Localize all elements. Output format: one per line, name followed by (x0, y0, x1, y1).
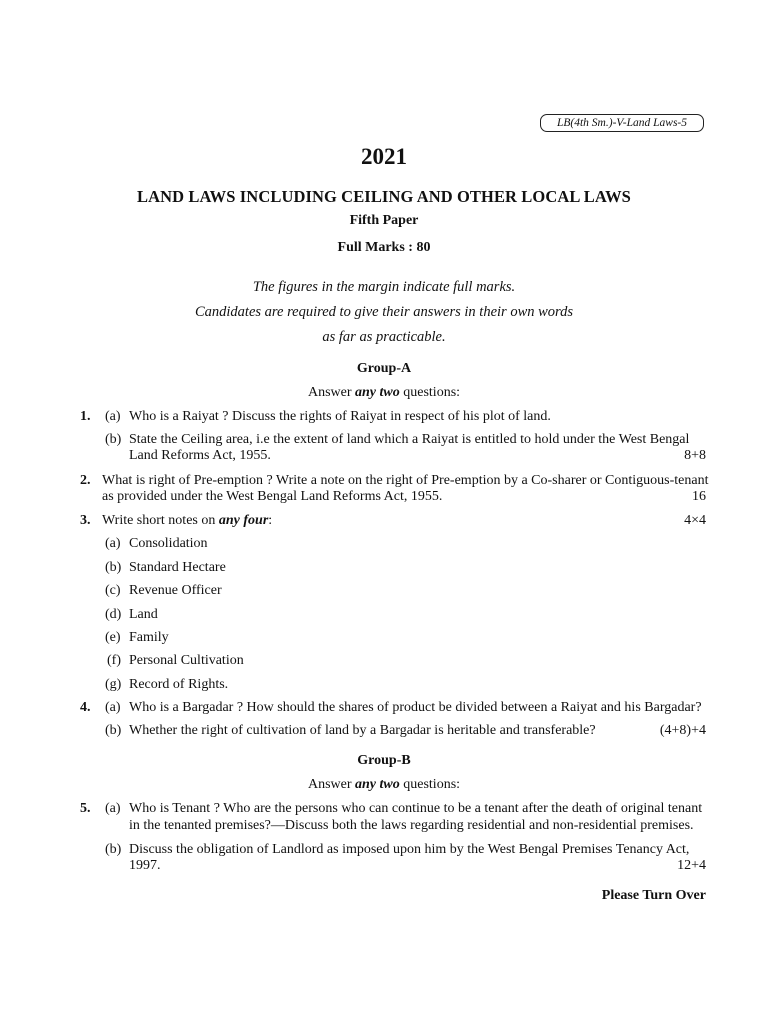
q1b-label: (b) (105, 432, 122, 447)
q2-marks: 16 (692, 489, 706, 504)
q4b-text: Whether the right of cultivation of land by a Bargadar is heritable and transferable? (129, 723, 596, 738)
paper-code: LB(4th Sm.)-V-Land Laws-5 (556, 117, 688, 129)
q3-item-text: Standard Hectare (129, 560, 226, 575)
group-a-title: Group-A (356, 361, 412, 376)
q3-item-label: (c) (105, 583, 121, 598)
q5b-line-2: 1997. (129, 858, 161, 873)
q3-item-label: (a) (105, 536, 121, 551)
exam-title: LAND LAWS INCLUDING CEILING AND OTHER LOCAL LAWS (137, 187, 631, 206)
q3-item-text: Record of Rights. (129, 677, 229, 692)
q3-item-label: (e) (105, 630, 121, 645)
q2-number: 2. (80, 473, 91, 488)
q1b-line-1: State the Ceiling area, i.e the extent of land which a Raiyat is entitled to hold under the West Bengal (129, 432, 690, 447)
group-b-instruction: Answer any two questions: (307, 777, 461, 792)
q2-line-2: as provided under the West Bengal Land Reforms Act, 1955. (102, 489, 443, 504)
q3-text: Write short notes on any four: (102, 513, 273, 528)
q1-marks: 8+8 (684, 448, 706, 463)
q4a-text: Who is a Bargadar ? How should the shares of product be divided between a Raiyat and his Bargadar? (129, 700, 702, 715)
q4-marks: (4+8)+4 (659, 723, 706, 738)
q1a-text: Who is a Raiyat ? Discuss the rights of Raiyat in respect of his plot of land. (129, 409, 551, 424)
q3-item-text: Personal Cultivation (129, 653, 244, 668)
instruction-line-3: as far as practicable. (322, 329, 446, 345)
q3-item-label: (d) (105, 607, 122, 622)
q1b-line-2: Land Reforms Act, 1955. (129, 448, 271, 463)
q3-item-label: (f) (107, 653, 121, 668)
q3-item-label: (g) (105, 677, 122, 692)
q5b-line-1: Discuss the obligation of Landlord as imposed upon him by the West Bengal Premises Tenancy Act, (129, 842, 690, 857)
paper-code-box (540, 114, 704, 132)
please-turn-over: Please Turn Over (601, 888, 706, 903)
q5b-label: (b) (105, 842, 122, 857)
q5-number: 5. (80, 801, 91, 816)
q4-number: 4. (80, 700, 91, 715)
q4a-label: (a) (105, 700, 121, 715)
q1-number: 1. (80, 409, 91, 424)
q2-line-1: What is right of Pre-emption ? Write a note on the right of Pre-emption by a Co-sharer or Contiguous-tenant (102, 473, 709, 488)
q3-item-text: Consolidation (129, 536, 208, 551)
q1a-label: (a) (105, 409, 121, 424)
instruction-line-2: Candidates are required to give their answers in their own words (194, 304, 574, 320)
q4b-label: (b) (105, 723, 122, 738)
q5a-line-2: in the tenanted premises?—Discuss both the laws regarding residential and non-residential premises. (129, 818, 694, 833)
q3-item-text: Revenue Officer (129, 583, 222, 598)
q5a-line-1: Who is Tenant ? Who are the persons who can continue to be a tenant after the death of original tenant (129, 801, 703, 816)
q3-item-text: Family (129, 630, 169, 645)
q3-marks: 4×4 (684, 513, 706, 528)
q5a-label: (a) (105, 801, 121, 816)
exam-year: 2021 (361, 144, 407, 169)
q3-item-text: Land (129, 607, 158, 622)
paper-number: Fifth Paper (349, 213, 419, 228)
full-marks: Full Marks : 80 (337, 240, 431, 255)
group-a-instruction: Answer any two questions: (307, 385, 461, 400)
q5-marks: 12+4 (677, 858, 706, 873)
group-b-title: Group-B (357, 753, 411, 768)
q3-item-label: (b) (105, 560, 122, 575)
q3-number: 3. (80, 513, 91, 528)
instruction-line-1: The figures in the margin indicate full marks. (252, 279, 516, 295)
